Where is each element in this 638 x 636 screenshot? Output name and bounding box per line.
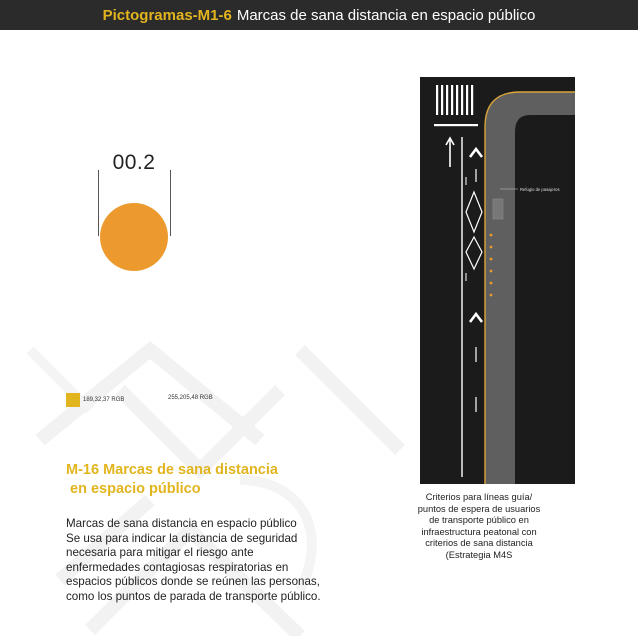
caption-line: de transporte público en <box>429 515 529 525</box>
body-line: necesaria para mitigar el riesgo ante <box>66 546 254 560</box>
body-line: espacios públicos donde se reúnen las personas, <box>66 575 320 589</box>
distance-dot <box>100 203 168 271</box>
description-text <box>66 517 386 605</box>
body-line: enfermedades contagiosas respiratorias en <box>66 560 289 574</box>
color-swatch <box>66 393 80 407</box>
body-line: Se usa para indicar la distancia de seguridad <box>66 531 298 545</box>
pictogram-code: Pictogramas-M1-6 <box>102 6 232 24</box>
body-line: como los puntos de parada de transporte público. <box>66 589 321 603</box>
caption-line: puntos de espera de usuarios <box>417 503 541 514</box>
page-title: Marcas de sana distancia en espacio público <box>236 6 536 24</box>
road-diagram <box>420 77 575 484</box>
section-title-line: en espacio público <box>66 481 201 497</box>
section-title <box>66 461 278 499</box>
page-header <box>0 0 638 30</box>
caption-line: criterios de sana distancia <box>425 538 533 548</box>
diagram-caption <box>398 492 560 561</box>
section-title-line: M-16 Marcas de sana distancia <box>66 462 278 478</box>
dimension-line-left <box>98 170 99 236</box>
caption-line: Criterios para líneas guía/ <box>425 492 533 502</box>
refuge-label: Refugio de pasajeros <box>520 187 560 192</box>
passenger-shelter <box>493 199 503 219</box>
body-line: Marcas de sana distancia en espacio público <box>66 517 297 530</box>
swatch-label-2: 255,205,48 RGB <box>168 395 213 401</box>
stop-line <box>434 124 478 126</box>
dimension-line-right <box>170 170 171 236</box>
caption-line: (Estrategia M4S <box>445 549 513 560</box>
measure-label: 00.2 <box>112 151 156 174</box>
swatch-label-1: 189,32,37 RGB <box>83 397 125 403</box>
caption-line: infraestructura peatonal con <box>421 526 537 537</box>
